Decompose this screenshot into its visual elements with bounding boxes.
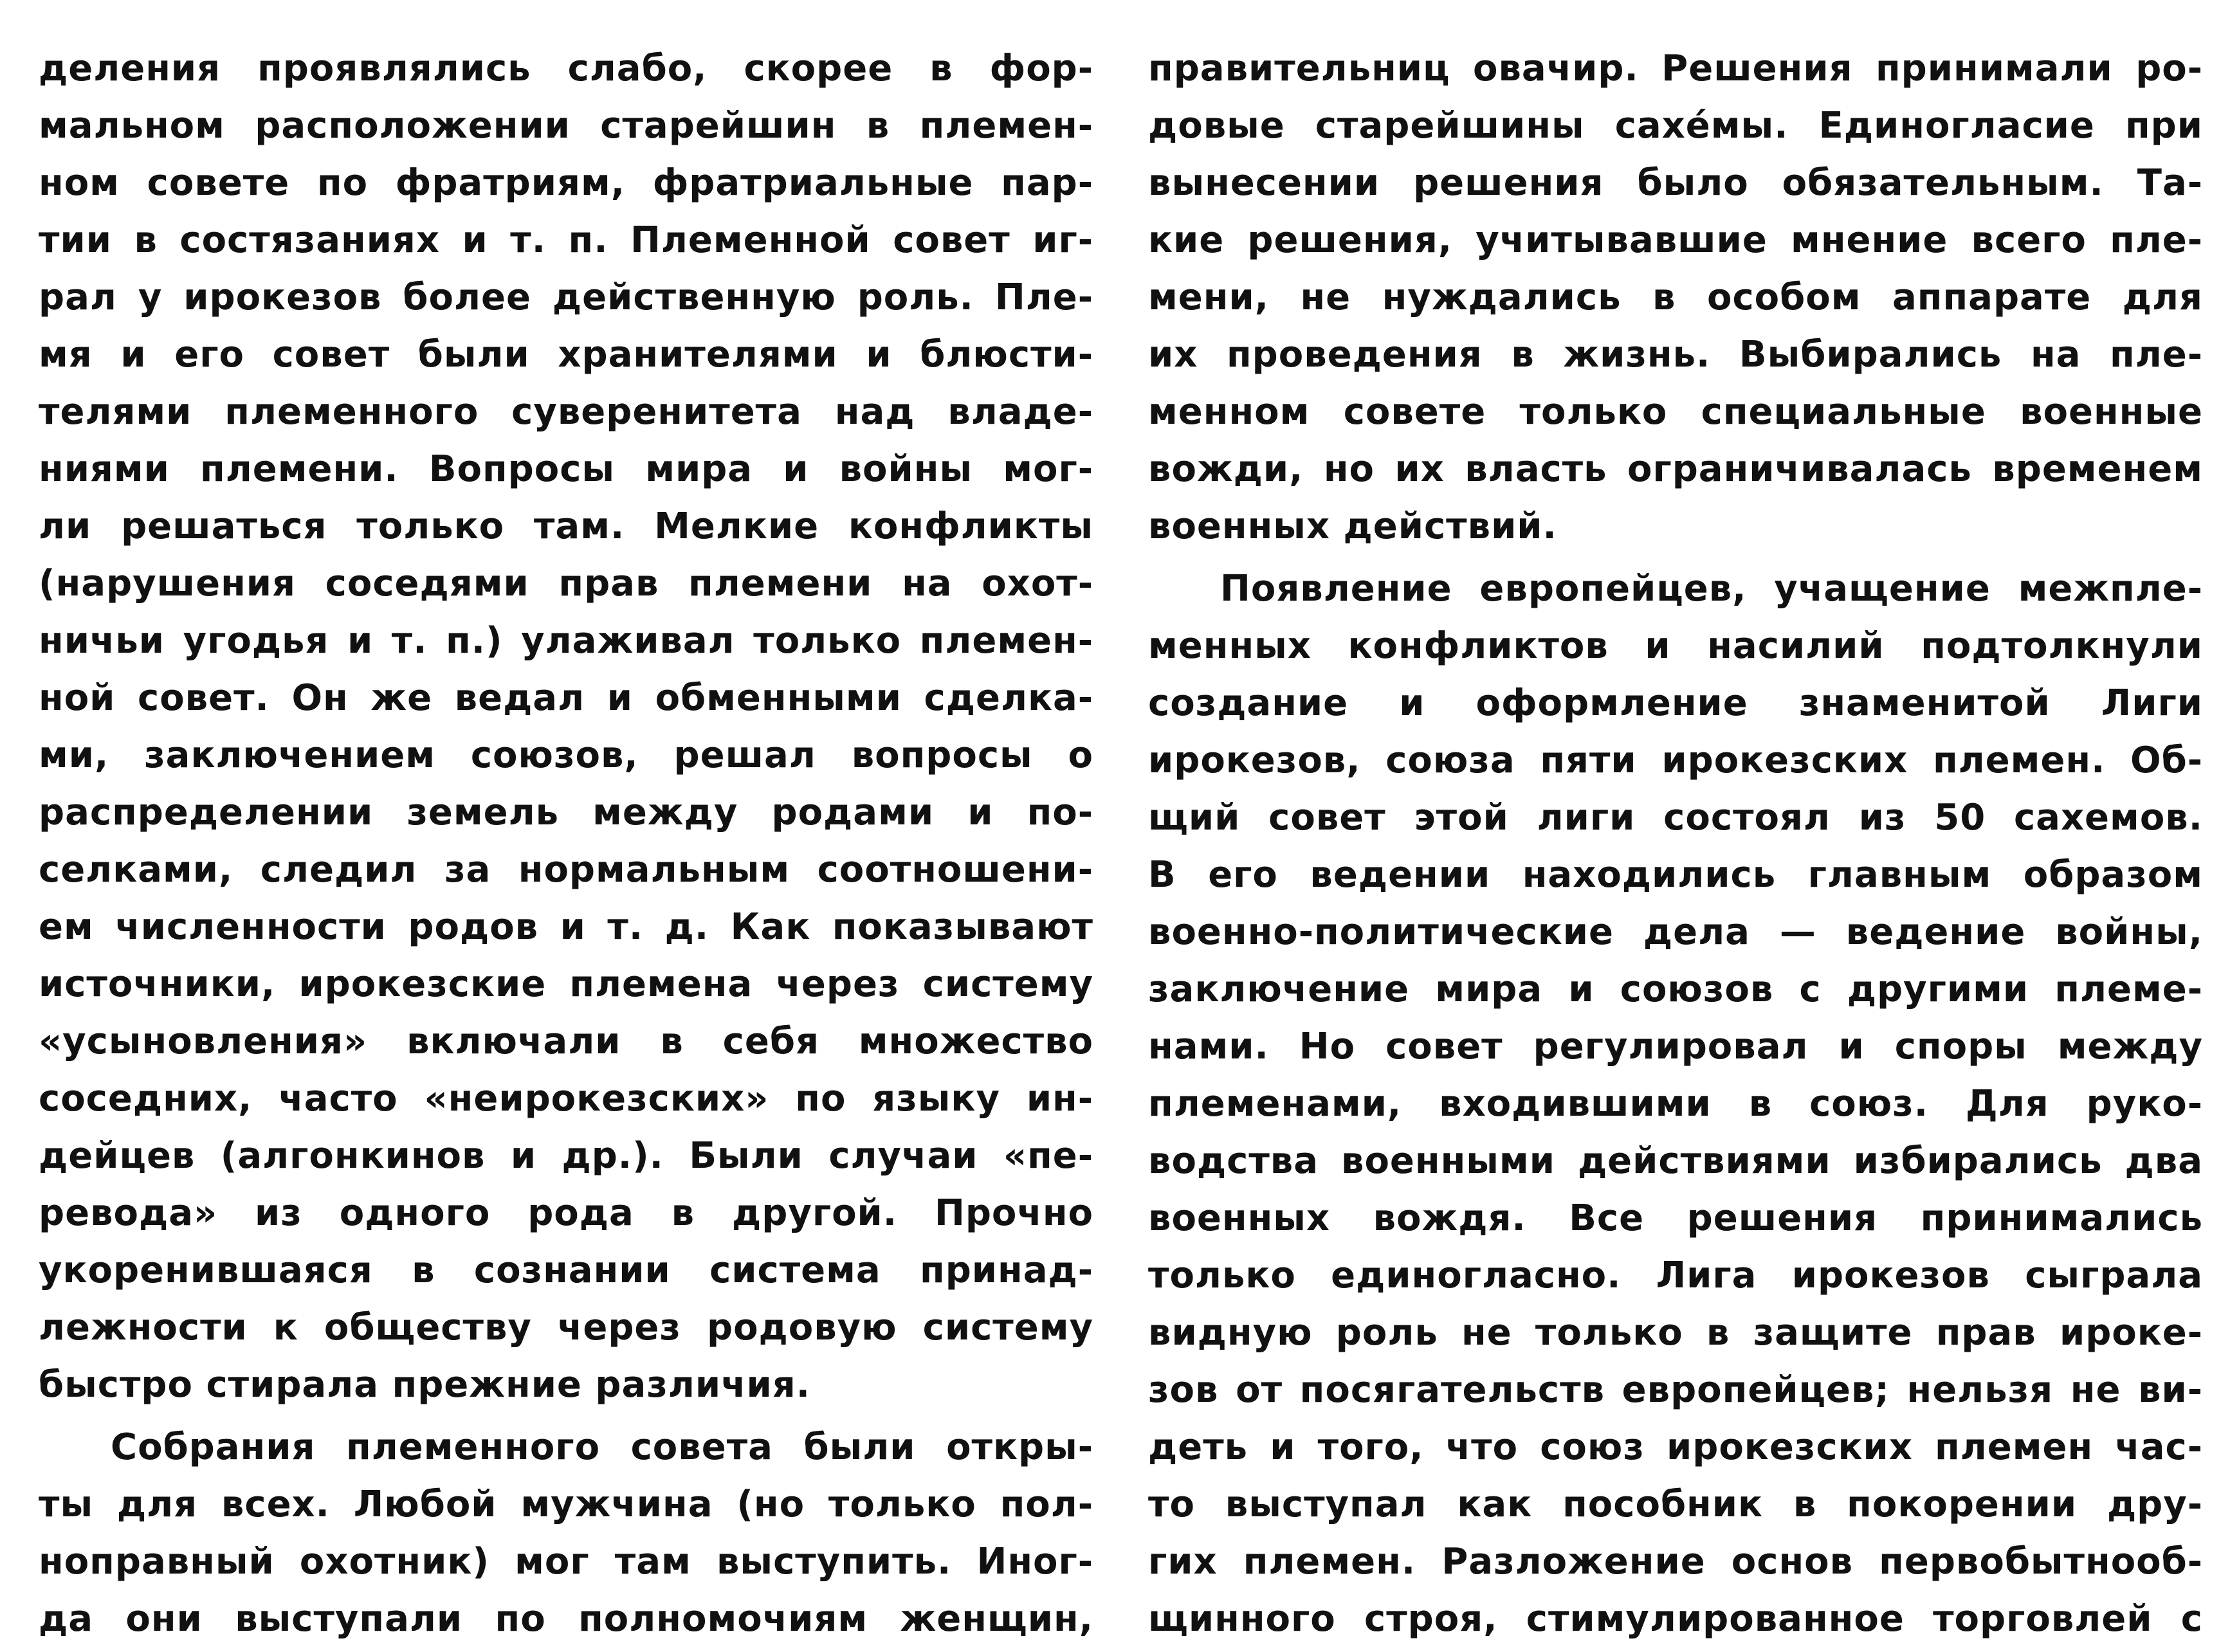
paragraph-start-line: Собрания племенного совета были откры- [111, 1426, 1093, 1468]
text-line: лежности к обществу через родовую систему [39, 1307, 1093, 1348]
text-line: вожди, но их власть ограничивалась временем [1148, 448, 2203, 490]
text-line: соседних, часто «неирокезских» по языку ин- [39, 1078, 1093, 1120]
text-line: их проведения в жизнь. Выбирались на пле- [1148, 334, 2203, 376]
text-line: водства военными действиями избирались два [1148, 1140, 2203, 1182]
text-line: мени, не нуждались в особом аппарате для [1148, 277, 2203, 318]
text-line: ми, заключением союзов, решал вопросы о [39, 734, 1093, 776]
text-line: ном совете по фратриям, фратриальные пар- [39, 162, 1093, 204]
text-line: вынесении решения было обязательным. Та- [1148, 162, 2203, 204]
right-column [1148, 40, 2203, 1647]
text-line: источники, ирокезские племена через систему [39, 963, 1093, 1005]
text-line: военных вождя. Все решения принимались [1148, 1197, 2203, 1239]
text-line: заключение мира и союзов с другими племе- [1148, 968, 2203, 1010]
text-line: довые старейшины сахéмы. Единогласие при [1148, 105, 2203, 147]
text-line: ирокезов, союза пяти ирокезских племен. Об- [1148, 740, 2203, 781]
text-line: менном совете только специальные военные [1148, 391, 2203, 433]
text-line: ты для всех. Любой мужчина (но только пол- [39, 1484, 1093, 1525]
text-line: правительниц овачир. Решения принимали ро- [1148, 48, 2203, 89]
paragraph-start-line: Появление европейцев, учащение межпле- [1220, 568, 2203, 610]
text-line: да они выступали по полномочиям женщин, [39, 1598, 1093, 1640]
text-line: телями племенного суверенитета над владе- [39, 391, 1093, 433]
left-column [39, 40, 1093, 1647]
text-line: распределении земель между родами и по- [39, 792, 1093, 833]
text-line: деть и того, что союз ирокезских племен час- [1148, 1426, 2203, 1468]
text-line: нами. Но совет регулировал и споры между [1148, 1026, 2203, 1067]
text-line: военно-политические дела — ведение войны, [1148, 911, 2203, 953]
text-line: ли решаться только там. Мелкие конфликты [39, 505, 1093, 547]
text-line: только единогласно. Лига ирокезов сыграла [1148, 1255, 2203, 1296]
text-line: ем численности родов и т. д. Как показывают [39, 906, 1093, 948]
text-line: «усыновления» включали в себя множество [39, 1021, 1093, 1062]
text-line: гих племен. Разложение основ первобытнооб- [1148, 1541, 2203, 1583]
paragraph-end-line: быстро стирала прежние различия. [39, 1364, 810, 1406]
text-line: укоренившаяся в сознании система принад- [39, 1249, 1093, 1291]
text-line: зов от посягательств европейцев; нельзя не ви- [1148, 1369, 2203, 1411]
text-line: В его ведении находились главным образом [1148, 854, 2203, 896]
text-line: тии в состязаниях и т. п. Племенной совет иг- [39, 219, 1093, 261]
paragraph-end-line: военных действий. [1148, 505, 1557, 547]
text-line: племенами, входившими в союз. Для руко- [1148, 1083, 2203, 1125]
text-line: (нарушения соседями прав племени на охот- [39, 563, 1093, 604]
text-line: то выступал как пособник в покорении дру- [1148, 1484, 2203, 1525]
text-line: селками, следил за нормальным соотношени- [39, 849, 1093, 891]
text-line: создание и оформление знаменитой Лиги [1148, 682, 2203, 724]
text-line: ниями племени. Вопросы мира и войны мог- [39, 448, 1093, 490]
text-line: ноправный охотник) мог там выступить. Иног- [39, 1541, 1093, 1583]
text-line: дейцев (алгонкинов и др.). Были случаи «пе- [39, 1135, 1093, 1177]
text-line: ревода» из одного рода в другой. Прочно [39, 1192, 1093, 1234]
text-line: щинного строя, стимулированное торговлей с [1148, 1598, 2203, 1640]
text-line: менных конфликтов и насилий подтолкнули [1148, 625, 2203, 667]
text-line: ничьи угодья и т. п.) улаживал только племен- [39, 620, 1093, 662]
text-line: мя и его совет были хранителями и блюсти- [39, 334, 1093, 376]
text-line: видную роль не только в защите прав ироке- [1148, 1312, 2203, 1354]
text-line: деления проявлялись слабо, скорее в фор- [39, 48, 1093, 89]
text-line: щий совет этой лиги состоял из 50 сахемов. [1148, 797, 2203, 839]
text-line: кие решения, учитывавшие мнение всего пле- [1148, 219, 2203, 261]
text-line: ной совет. Он же ведал и обменными сделка- [39, 677, 1093, 719]
text-line: рал у ирокезов более действенную роль. Пле- [39, 277, 1093, 318]
text-line: мальном расположении старейшин в племен- [39, 105, 1093, 147]
